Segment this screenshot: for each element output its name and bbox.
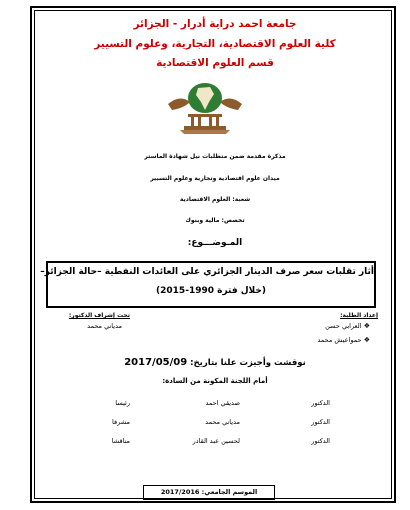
logo-pillar-3	[209, 117, 212, 126]
memo-line: مذكرة مقدمة ضمن متطلبات نيل شهادة الماستر	[144, 153, 286, 160]
students-label: إعداد الطلبة:	[340, 312, 378, 319]
student-2	[270, 336, 370, 344]
supervisor-name: مدياني محمد	[87, 322, 122, 330]
logo-right-wing	[220, 98, 242, 110]
academic-year: الموسم الجامعي: 2017/2016	[160, 488, 258, 496]
committee-name-1: صديقي احمد	[205, 399, 240, 407]
committee-title-2: الدكتور	[311, 418, 330, 426]
specialty-line: تخصص: مالية وبنوك	[185, 217, 245, 224]
committee-label: أمام اللجنة المكونة من السادة:	[162, 377, 268, 385]
branch-line: شعبة: العلوم الاقتصادية	[179, 196, 251, 203]
faculty-name: كلية العلوم الاقتصادية، التجارية، وعلوم التسيير	[94, 38, 336, 50]
defense-date-value: 2017/05/09	[124, 357, 188, 368]
committee-title-3: الدكتور	[311, 437, 330, 445]
bullet-icon: ❖	[361, 336, 370, 344]
committee-name-3: لحسين عبد القادر	[192, 437, 240, 445]
student-1-name: العرابي حسن	[325, 322, 362, 330]
committee-role-2: مشرفا	[112, 418, 130, 426]
university-logo	[160, 78, 250, 136]
student-2-name: حمواعيش محمد	[317, 336, 362, 344]
committee-title-1: الدكتور	[311, 399, 330, 407]
committee-role-1: رئيسا	[115, 399, 130, 407]
thesis-title-line2: (خلال فترة 1990-2015)	[156, 286, 266, 296]
committee-name-2: مدياني محمد	[205, 418, 240, 426]
logo-pillar-2	[198, 117, 201, 126]
logo-base-top	[188, 114, 222, 117]
department-name: قسم العلوم الاقتصادية	[156, 57, 274, 69]
student-1	[270, 322, 370, 330]
logo-steps	[180, 130, 230, 134]
university-name: جامعة احمد دراية أدرار - الجزائر	[133, 18, 297, 30]
supervisor-label: تحت إشراف الدكتور:	[68, 312, 130, 319]
logo-pillar-4	[216, 117, 219, 126]
field-line: ميدان علوم اقتصادية وتجارية وعلوم التسيير	[150, 175, 280, 182]
university-logo-graphic	[160, 78, 250, 136]
logo-left-wing	[168, 98, 190, 110]
defense-date-line	[60, 357, 370, 368]
committee-role-3: مناقشا	[111, 437, 130, 445]
bullet-icon: ❖	[361, 322, 370, 330]
logo-pillar-1	[191, 117, 194, 126]
logo-base-bottom	[184, 126, 226, 130]
subject-label: المـوضـــوع:	[187, 238, 243, 248]
defense-date-label: نوقشت وأجيزت علنا بتاريخ:	[190, 358, 306, 368]
thesis-title-line1: أثار تقلبات سعر صرف الدينار الجزائري على العائدات النفطية –حالة الجزائر–	[40, 267, 374, 277]
